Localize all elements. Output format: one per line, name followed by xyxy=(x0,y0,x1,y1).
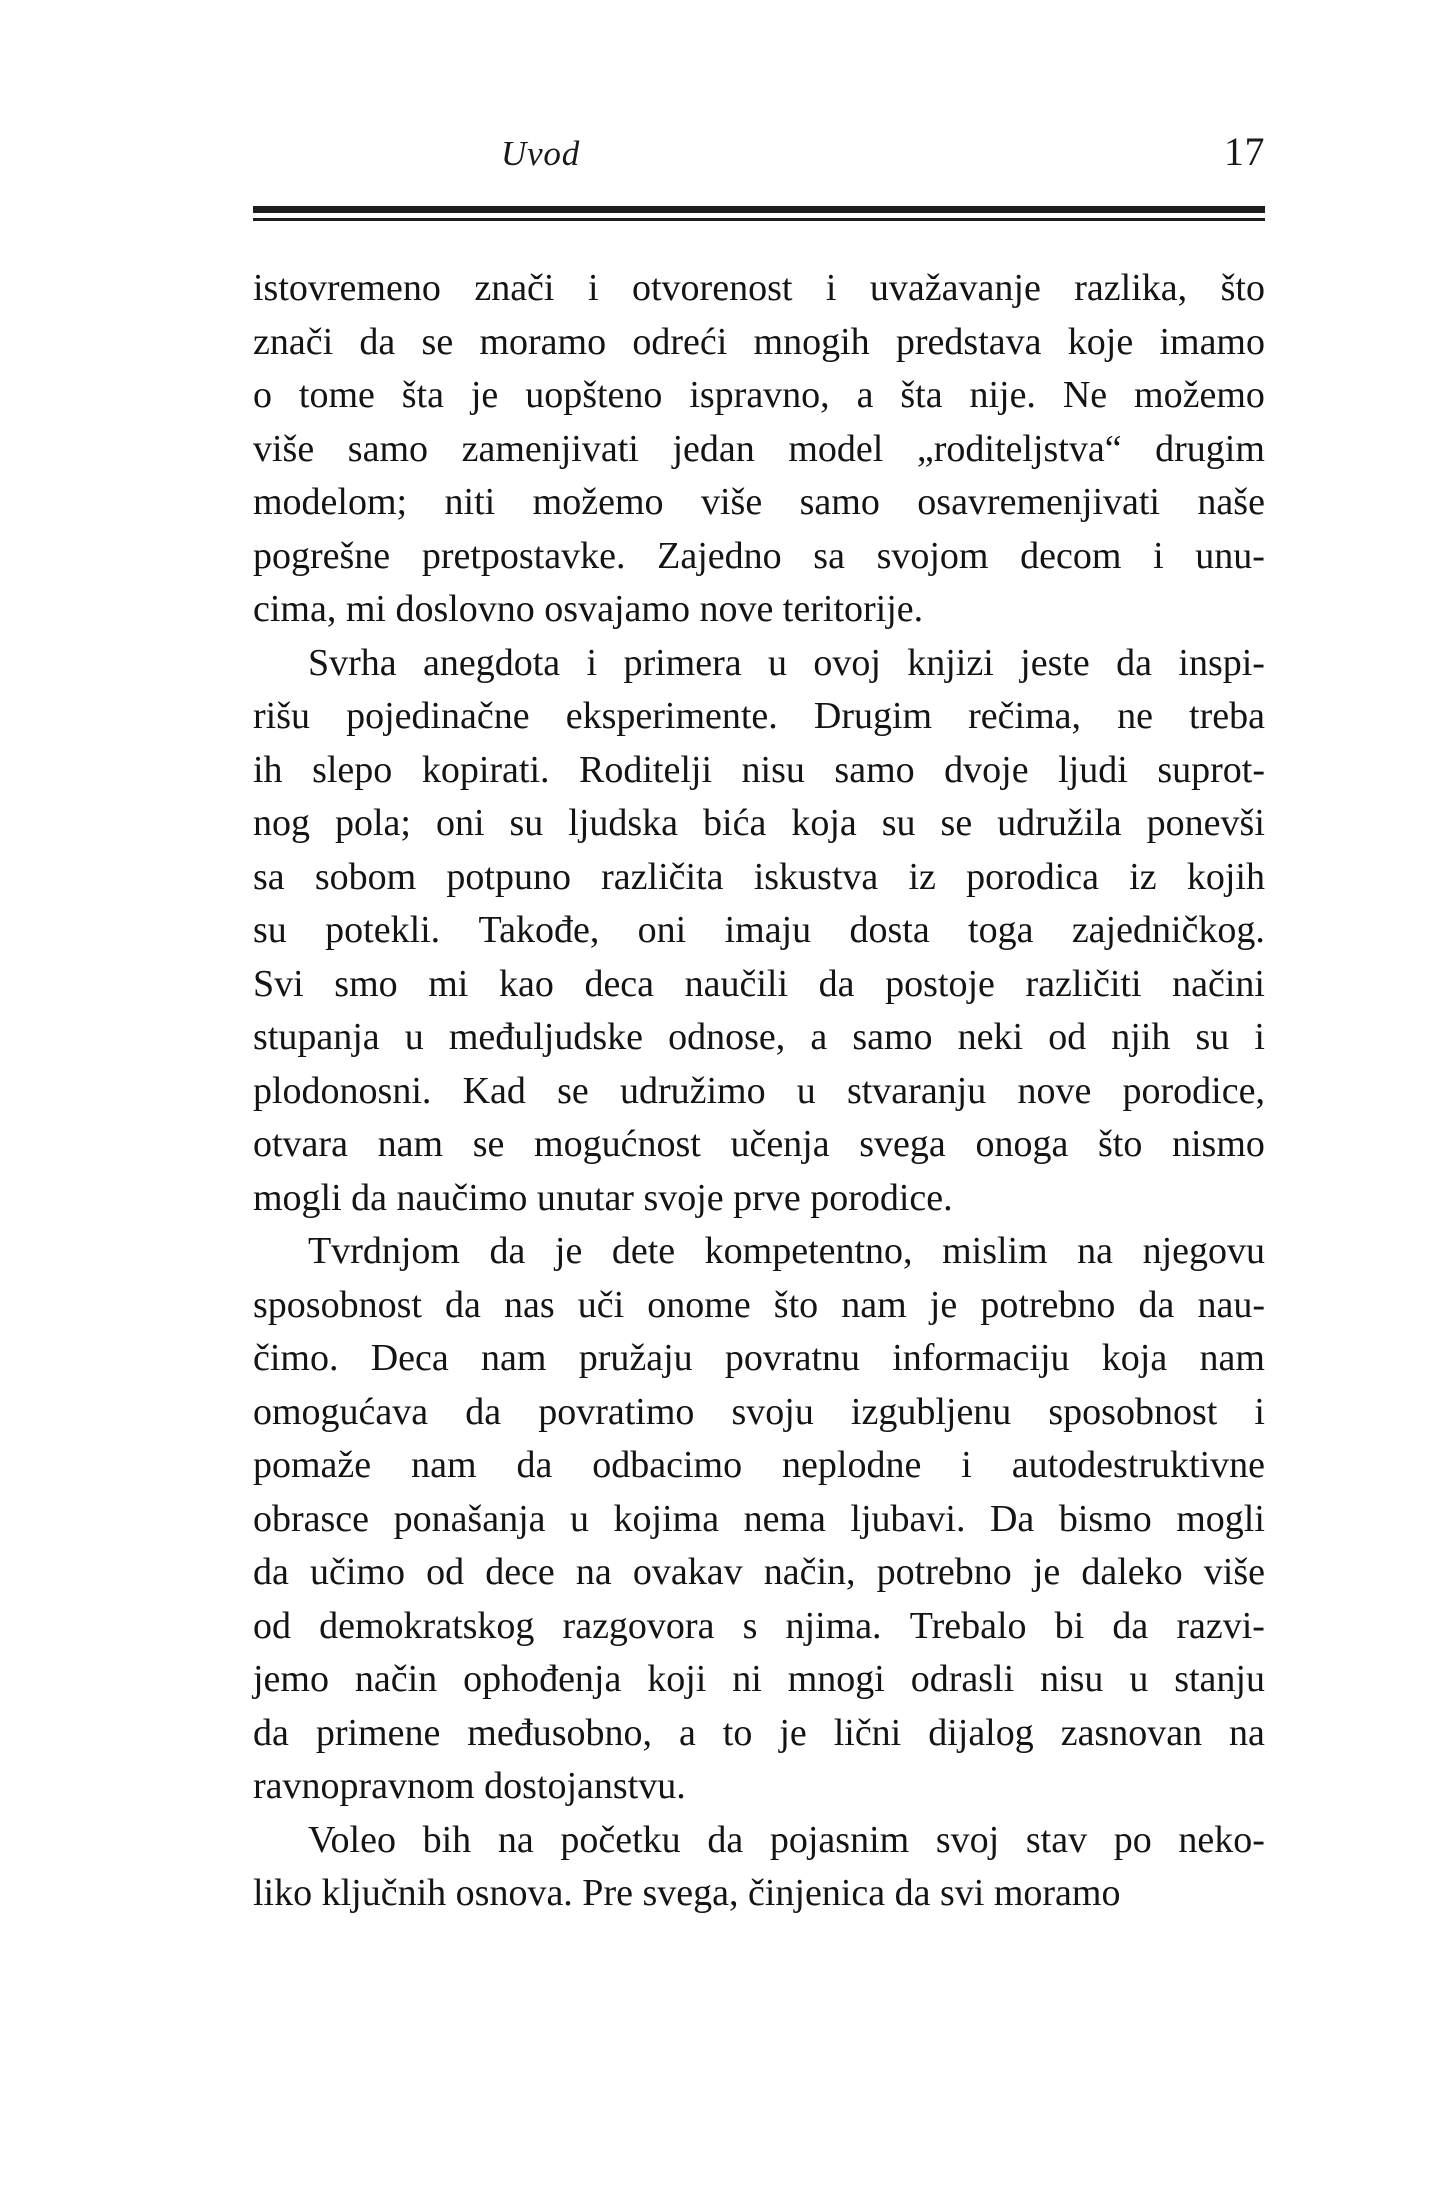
word: jedan xyxy=(672,427,755,470)
word: tome xyxy=(298,374,375,416)
word: i xyxy=(825,267,837,309)
word: od xyxy=(253,1604,291,1647)
word: postoje xyxy=(885,962,995,1005)
word: naučili xyxy=(684,962,789,1005)
word: možemo xyxy=(532,481,664,523)
word: različiti xyxy=(1025,962,1142,1005)
word: neki xyxy=(957,1016,1024,1058)
word: i xyxy=(961,1444,972,1486)
word: pojasnim xyxy=(769,1818,910,1861)
word: mnogi xyxy=(787,1658,885,1700)
word: kopirati. xyxy=(421,748,550,791)
word: iz xyxy=(1129,855,1157,898)
word: pomaže xyxy=(253,1444,372,1486)
word: povratimo xyxy=(538,1390,695,1433)
word: imamo xyxy=(1159,320,1265,363)
word: porodice, xyxy=(1122,1069,1265,1112)
text-line xyxy=(253,690,1265,744)
word: znači xyxy=(474,267,555,309)
word: to xyxy=(722,1711,753,1754)
word: kao xyxy=(498,962,554,1005)
word: Tvrdnjom xyxy=(308,1230,460,1272)
word: Ne xyxy=(1062,374,1108,416)
text-line xyxy=(253,797,1265,851)
word: autodestruktivne xyxy=(1011,1444,1265,1486)
word: na xyxy=(1229,1711,1265,1754)
word: potpuno xyxy=(446,855,571,898)
word: moramo xyxy=(479,320,607,363)
word: ni xyxy=(732,1658,762,1700)
word: učimo xyxy=(309,1551,405,1593)
word: stanju xyxy=(1174,1658,1265,1700)
word: nas xyxy=(503,1283,555,1326)
word: više xyxy=(700,481,763,523)
word: da xyxy=(707,1818,744,1861)
word: deca xyxy=(584,962,655,1005)
word: pretpostavke. xyxy=(421,534,626,577)
word: bismo xyxy=(1058,1497,1152,1540)
word: potekli. xyxy=(325,909,441,951)
text-line: ravnopravnom dostojanstvu. xyxy=(253,1765,686,1807)
word: njih xyxy=(1111,1016,1171,1058)
word: plodonosni. xyxy=(253,1069,432,1112)
word: primera xyxy=(623,641,742,684)
word: model xyxy=(788,427,884,470)
word: omogućava xyxy=(253,1390,429,1433)
word: iz xyxy=(908,855,936,898)
word: načini xyxy=(1172,962,1265,1005)
text-line xyxy=(253,1011,1265,1065)
word: a xyxy=(856,374,874,416)
word: je xyxy=(470,374,499,416)
word: naše xyxy=(1197,481,1265,523)
word: svojom xyxy=(876,534,989,577)
text-line xyxy=(253,1653,1265,1707)
word: zamenjivati xyxy=(461,427,639,470)
text-line: cima, mi doslovno osvajamo nove teritorije. xyxy=(253,588,924,630)
word: inspi- xyxy=(1178,641,1265,684)
word: nema xyxy=(743,1497,826,1540)
word: zajedničkog. xyxy=(1071,909,1265,951)
word: mnogih xyxy=(753,320,870,363)
word: lični xyxy=(833,1711,902,1754)
word: udružila xyxy=(997,802,1122,844)
text-line xyxy=(253,1439,1265,1493)
word: ih xyxy=(253,748,283,791)
word: izgubljenu xyxy=(850,1390,1012,1433)
word: unu- xyxy=(1195,534,1265,577)
word: ponevši xyxy=(1146,802,1265,844)
word: primene xyxy=(315,1711,441,1754)
word: a xyxy=(678,1711,696,1754)
paragraph xyxy=(253,637,1265,1226)
word: bića xyxy=(703,802,767,844)
word: nau- xyxy=(1197,1283,1265,1326)
word: na xyxy=(1077,1230,1114,1272)
word: i xyxy=(1153,534,1164,577)
word: ponašanja xyxy=(393,1497,546,1540)
word: nam xyxy=(1199,1337,1265,1379)
word: Drugim xyxy=(813,695,933,737)
paragraph xyxy=(253,1814,1265,1921)
word: ovoj xyxy=(813,641,881,684)
word: odrasli xyxy=(910,1658,1015,1700)
word: i xyxy=(586,641,598,684)
word: više xyxy=(253,427,315,470)
word: daleko xyxy=(1081,1551,1183,1593)
word: su xyxy=(1195,1016,1230,1058)
text-line xyxy=(253,1332,1265,1386)
word: kojih xyxy=(1186,855,1265,898)
text-line xyxy=(253,637,1265,691)
word: onome xyxy=(647,1283,751,1326)
word: znači xyxy=(253,320,334,363)
word: samo xyxy=(834,748,915,791)
text-line: mogli da naučimo unutar svoje prve porodice. xyxy=(253,1176,953,1219)
word: u xyxy=(404,1016,424,1058)
text-line xyxy=(253,1386,1265,1440)
word: od xyxy=(1048,1016,1087,1058)
word: oni xyxy=(637,909,687,951)
word: sobom xyxy=(314,855,417,898)
word: su xyxy=(253,909,287,951)
word: dijalog xyxy=(928,1711,1034,1754)
paragraph xyxy=(253,262,1265,637)
word: po xyxy=(1113,1818,1152,1861)
word: se xyxy=(940,802,973,844)
word: je xyxy=(1032,1551,1061,1593)
text-line xyxy=(253,1118,1265,1172)
word: više xyxy=(1203,1551,1265,1593)
word: se xyxy=(557,1069,589,1112)
word: knjizi xyxy=(907,641,994,684)
text-line xyxy=(253,851,1265,905)
word: sposobnost xyxy=(253,1283,422,1326)
word: ljudi xyxy=(1058,748,1128,791)
word: niti xyxy=(444,481,496,523)
word: neplodne xyxy=(782,1444,922,1486)
running-head xyxy=(253,128,1265,184)
running-head-title: Uvod xyxy=(501,134,581,173)
word: osavremenjivati xyxy=(917,481,1160,523)
word: način, xyxy=(763,1551,856,1593)
text-line xyxy=(253,904,1265,958)
word: drugim xyxy=(1155,427,1265,470)
word: u xyxy=(1129,1658,1149,1700)
word: ljudska xyxy=(568,802,679,844)
word: Takođe, xyxy=(478,909,600,951)
text-line xyxy=(253,1600,1265,1654)
word: odbacimo xyxy=(592,1444,743,1486)
word: od xyxy=(426,1551,465,1593)
word: jeste xyxy=(1020,641,1090,684)
word: dosta xyxy=(849,909,930,951)
word: mogućnost xyxy=(534,1123,701,1165)
word: rečima, xyxy=(968,695,1082,737)
word: odnose, xyxy=(668,1016,786,1058)
paragraph xyxy=(253,1225,1265,1814)
word: da xyxy=(445,1283,481,1326)
word: bih xyxy=(422,1818,472,1861)
rule-thin xyxy=(253,218,1265,221)
word: nisu xyxy=(741,748,805,791)
word: koja xyxy=(791,802,857,844)
word: sa xyxy=(253,855,285,898)
word: razgovora xyxy=(562,1604,715,1647)
word: šta xyxy=(900,374,943,416)
text-line xyxy=(253,476,1265,530)
word: koje xyxy=(1067,320,1134,363)
word: potrebno xyxy=(876,1551,1012,1593)
header-double-rule xyxy=(253,206,1265,221)
word: suprot- xyxy=(1157,748,1265,791)
word: koji xyxy=(647,1658,707,1700)
text-line xyxy=(253,369,1265,423)
word: eksperimente. xyxy=(565,695,778,737)
word: ophođenja xyxy=(463,1658,622,1700)
word: čimo. xyxy=(253,1337,339,1379)
word: u xyxy=(767,641,787,684)
word: što xyxy=(1097,1123,1143,1165)
word: Svrha xyxy=(308,641,397,684)
word: različita xyxy=(601,855,724,898)
word: učenja xyxy=(730,1123,830,1165)
text-line xyxy=(253,1279,1265,1333)
word: Deca xyxy=(370,1337,449,1379)
word: njima. xyxy=(785,1604,882,1647)
word: razvi- xyxy=(1176,1604,1265,1647)
word: potrebno xyxy=(980,1283,1116,1326)
word: obrasce xyxy=(253,1497,370,1540)
word: da xyxy=(1138,1283,1175,1326)
text-line xyxy=(253,1065,1265,1119)
word: ne xyxy=(1117,695,1153,737)
word: svoj xyxy=(935,1818,1000,1861)
word: što xyxy=(773,1283,819,1326)
word: su xyxy=(881,802,916,844)
word: da xyxy=(489,1230,526,1272)
word: nam xyxy=(411,1444,477,1486)
word: o xyxy=(253,374,272,416)
word: svoju xyxy=(731,1390,814,1433)
word: udružimo xyxy=(619,1069,766,1112)
word: da xyxy=(1112,1604,1149,1647)
word: pola; xyxy=(334,802,411,844)
word: nam xyxy=(377,1123,444,1165)
word: nog xyxy=(253,802,310,844)
word: rišu xyxy=(253,695,310,737)
text-line xyxy=(253,1707,1265,1761)
word: nismo xyxy=(1172,1123,1265,1165)
word: stvaranju xyxy=(846,1069,987,1112)
word: ljubavi. xyxy=(850,1497,966,1540)
word: uvažavanje xyxy=(869,267,1041,309)
word: da xyxy=(516,1444,553,1486)
word: bi xyxy=(1054,1604,1085,1647)
word: njegovu xyxy=(1142,1230,1265,1272)
word: u xyxy=(796,1069,816,1112)
word: u xyxy=(570,1497,590,1540)
word: oni xyxy=(435,802,485,844)
word: šta xyxy=(401,374,444,416)
text-line: liko ključnih osnova. Pre svega, činjenica da svi moramo xyxy=(253,1872,1121,1914)
word: ispravno, xyxy=(689,374,830,416)
page-number: 17 xyxy=(1224,129,1265,174)
word: otvara xyxy=(253,1123,348,1165)
word: način xyxy=(354,1658,438,1700)
word: modelom; xyxy=(253,481,408,523)
word: međusobno, xyxy=(467,1711,653,1754)
word: nije. xyxy=(969,374,1036,416)
word: Trebalo xyxy=(909,1604,1027,1647)
word: da xyxy=(253,1711,289,1754)
word: i xyxy=(1254,1390,1265,1433)
word: Kad xyxy=(462,1069,526,1112)
word: mislim xyxy=(942,1230,1048,1272)
word: zasnovan xyxy=(1060,1711,1203,1754)
word: što xyxy=(1220,267,1265,309)
word: iskustva xyxy=(753,855,879,898)
word: da xyxy=(253,1551,289,1593)
word: svega xyxy=(859,1123,946,1165)
word: početku xyxy=(560,1818,681,1861)
word: istovremeno xyxy=(253,267,441,309)
word: koja xyxy=(1101,1337,1168,1379)
word: su xyxy=(509,802,544,844)
word: odreći xyxy=(632,320,728,363)
word: kompetentno, xyxy=(704,1230,913,1272)
word: samo xyxy=(852,1016,933,1058)
word: se xyxy=(421,320,454,363)
text-line xyxy=(253,744,1265,798)
text-line xyxy=(253,530,1265,584)
word: na xyxy=(575,1551,612,1593)
text-line xyxy=(253,316,1265,370)
word: nove xyxy=(1017,1069,1092,1112)
text-line xyxy=(253,1814,1265,1868)
word: uči xyxy=(577,1283,625,1326)
word: mi xyxy=(428,962,469,1005)
word: samo xyxy=(799,481,880,523)
word: Voleo xyxy=(308,1818,396,1861)
word: neko- xyxy=(1178,1818,1265,1861)
word: je xyxy=(929,1283,958,1326)
word: Da xyxy=(989,1497,1035,1540)
word: imaju xyxy=(724,909,812,951)
word: razlika, xyxy=(1074,267,1188,309)
word: decom xyxy=(1020,534,1122,577)
word: međuljudske xyxy=(448,1016,644,1058)
word: stupanja xyxy=(253,1016,380,1058)
word: „roditeljstva“ xyxy=(916,427,1122,470)
word: stav xyxy=(1025,1818,1088,1861)
word: i xyxy=(1254,1016,1265,1058)
word: da xyxy=(1116,641,1153,684)
body-text-block xyxy=(253,262,1265,1921)
text-line xyxy=(253,1225,1265,1279)
word: slepo xyxy=(312,748,393,791)
word: dece xyxy=(485,1551,555,1593)
word: sa xyxy=(813,534,845,577)
word: nam xyxy=(841,1283,907,1326)
word: jemo xyxy=(253,1658,329,1700)
word: predstava xyxy=(895,320,1042,363)
word: da xyxy=(465,1390,502,1433)
word: povratnu xyxy=(724,1337,860,1379)
word: da xyxy=(359,320,396,363)
text-line xyxy=(253,262,1265,316)
word: se xyxy=(472,1123,505,1165)
word: sposobnost xyxy=(1048,1390,1218,1433)
text-line xyxy=(253,423,1265,477)
word: toga xyxy=(968,909,1034,951)
word: da xyxy=(818,962,855,1005)
word: otvorenost xyxy=(631,267,793,309)
word: uopšteno xyxy=(525,374,663,416)
word: onoga xyxy=(975,1123,1069,1165)
word: je xyxy=(779,1711,807,1754)
word: informaciju xyxy=(892,1337,1070,1379)
word: demokratskog xyxy=(319,1604,535,1647)
word: s xyxy=(742,1604,758,1647)
word: porodica xyxy=(966,855,1100,898)
word: dete xyxy=(611,1230,676,1272)
word: anegdota xyxy=(423,641,561,684)
word: dvoje xyxy=(944,748,1029,791)
word: Zajedno xyxy=(657,534,782,577)
word: i xyxy=(587,267,599,309)
word: pogrešne xyxy=(253,534,391,577)
word: nisu xyxy=(1040,1658,1104,1700)
word: Svi xyxy=(253,962,304,1005)
word: je xyxy=(554,1230,583,1272)
word: treba xyxy=(1189,695,1265,737)
text-line xyxy=(253,1546,1265,1600)
rule-thick xyxy=(253,206,1265,213)
word: možemo xyxy=(1134,374,1265,416)
word: a xyxy=(810,1016,828,1058)
word: mogli xyxy=(1176,1497,1265,1540)
word: ovakav xyxy=(632,1551,743,1593)
word: kojima xyxy=(613,1497,720,1540)
word: pojedinačne xyxy=(346,695,530,737)
word: smo xyxy=(334,962,398,1005)
text-line xyxy=(253,1493,1265,1547)
word: nam xyxy=(481,1337,547,1379)
word: pružaju xyxy=(578,1337,693,1379)
word: samo xyxy=(347,427,429,470)
text-line xyxy=(253,958,1265,1012)
word: Roditelji xyxy=(579,748,713,791)
word: na xyxy=(497,1818,534,1861)
